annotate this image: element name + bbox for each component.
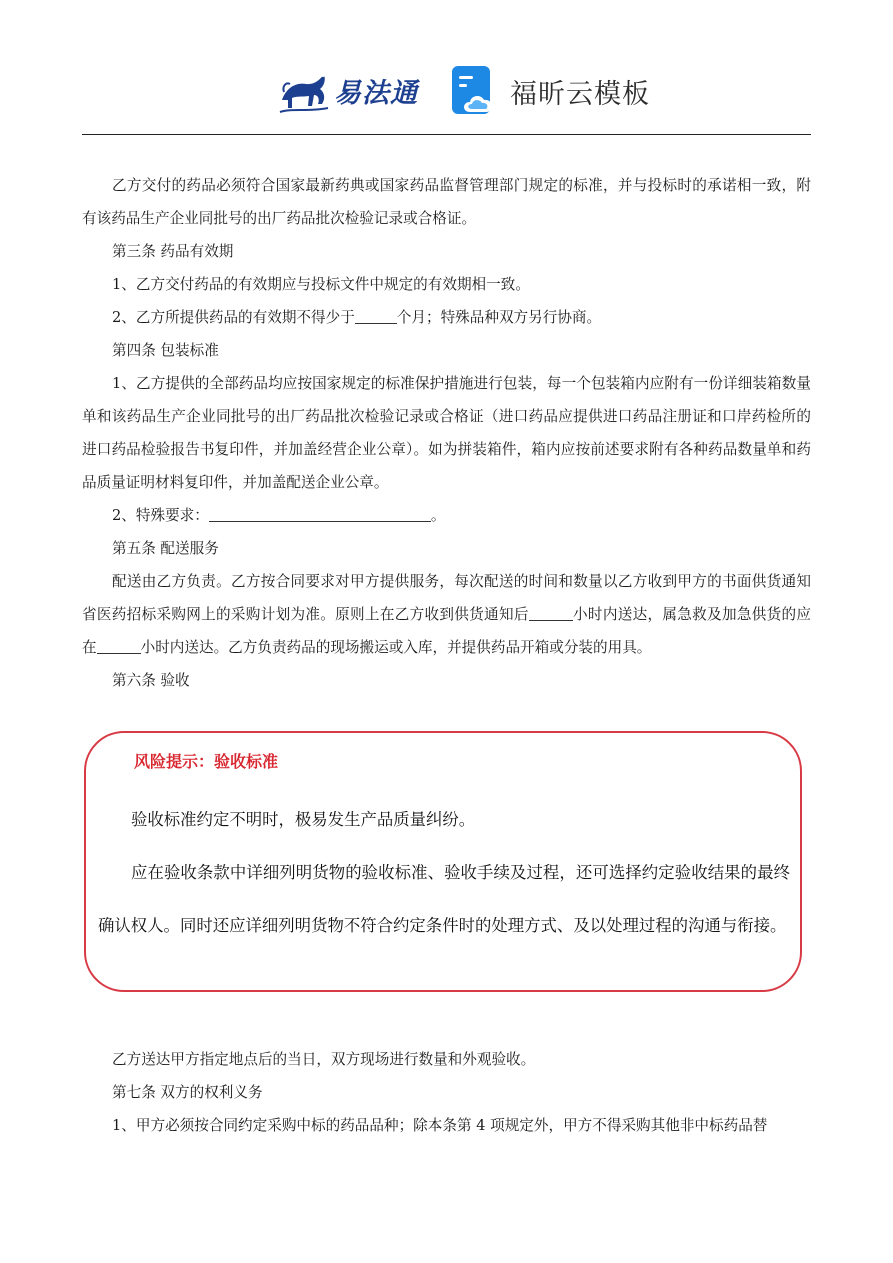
article-7-title: 第七条 双方的权利义务	[112, 1084, 263, 1101]
foxit-cloud-template-logo	[450, 66, 650, 116]
delivery-hours-blank-field[interactable]	[529, 604, 573, 621]
risk-warning-box	[84, 731, 802, 992]
months-blank-field[interactable]	[355, 307, 397, 324]
article-5-text-a: 配送由乙方负责。乙方按合同要求对甲方提供服务，每次配送的时间和数量以乙方收到甲方的书面供货通知省医药招标采购网上的采购计划为准。原则上在乙方收到供货通知后	[82, 573, 811, 623]
paragraph-drug-standard: 乙方交付的药品必须符合国家最新药典或国家药品监督管理部门规定的标准，并与投标时的承诺相一致，附有该药品生产企业同批号的出厂药品批次检验记录或合格证。	[82, 177, 811, 227]
article-4-item-1: 1、乙方提供的全部药品均应按国家规定的标准保护措施进行包装，每一个包装箱内应附有一份详细装箱数量单和该药品生产企业同批号的出厂药品批次检验记录或合格证（进口药品应提供进口药品注册证和口岸药检所的进口药品检验报告书复印件，并加盖经营企业公章）。如为拼装箱件，箱内应按前述要求附有各种药品数量单和药品质量证明材料复印件，并加盖配送企业公章。	[82, 375, 811, 491]
qilin-icon	[276, 62, 332, 118]
contract-body	[82, 169, 811, 697]
article-4-item-2-text-b: 。	[430, 507, 446, 524]
logo-right-text: 福昕云模板	[510, 78, 650, 110]
article-5-paragraph	[82, 565, 811, 664]
paragraph-acceptance: 乙方送达甲方指定地点后的当日，双方现场进行数量和外观验收。	[112, 1051, 536, 1068]
yifatong-logo	[276, 62, 418, 118]
risk-warning-content	[98, 793, 790, 952]
urgent-delivery-hours-blank-field[interactable]	[97, 637, 141, 654]
risk-warning-paragraph-2: 应在验收条款中详细列明货物的验收标准、验收手续及过程，还可选择约定验收结果的最终确认权人。同时还应详细列明货物不符合约定条件时的处理方式、及以处理过程的沟通与衔接。	[98, 863, 790, 935]
article-5-title: 第五条 配送服务	[112, 540, 219, 557]
cloud-document-icon	[450, 66, 498, 116]
article-3-item-2	[82, 301, 811, 334]
article-7-item-1: 1、甲方必须按合同约定采购中标的药品品种；除本条第 4 项规定外，甲方不得采购其他非中标药品替	[112, 1117, 768, 1134]
special-requirements-blank-field[interactable]	[209, 505, 431, 522]
article-3-item-2-text-b: 个月；特殊品种双方另行协商。	[396, 309, 602, 326]
article-5-text-c: 小时内送达。乙方负责药品的现场搬运或入库，并提供药品开箱或分装的用具。	[140, 639, 652, 656]
risk-warning-paragraph-1: 验收标准约定不明时，极易发生产品质量纠纷。	[131, 810, 476, 829]
page-header	[0, 0, 893, 136]
article-4-title: 第四条 包装标准	[112, 342, 219, 359]
article-6-title: 第六条 验收	[112, 672, 190, 689]
logo-left-text: 易法通	[334, 77, 418, 109]
contract-body-continued	[82, 1043, 811, 1142]
article-4-item-2-text-a: 2、特殊要求：	[112, 507, 209, 524]
article-3-item-1: 1、乙方交付药品的有效期应与投标文件中规定的有效期相一致。	[112, 276, 530, 293]
article-3-title: 第三条 药品有效期	[112, 243, 234, 260]
article-5-text-b: 小时内送达，属急救及加急供货的应在	[82, 606, 811, 656]
article-4-item-2	[82, 499, 811, 532]
header-divider	[82, 134, 811, 135]
article-3-item-2-text-a: 2、乙方所提供药品的有效期不得少于	[112, 309, 355, 326]
risk-warning-title: 风险提示：验收标准	[134, 752, 279, 771]
